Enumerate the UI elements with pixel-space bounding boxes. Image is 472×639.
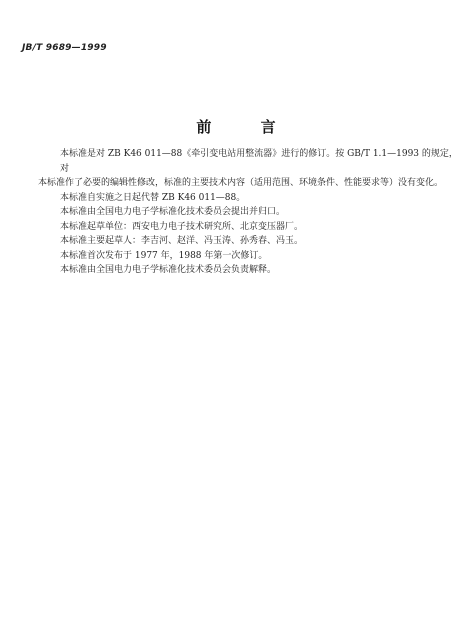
page-title: 前 言	[196, 118, 298, 136]
paragraph-interpretation: 本标准由全国电力电子学标准化技术委员会负责解释。	[60, 265, 277, 275]
standard-code: JB/T 9689—1999	[22, 43, 107, 53]
paragraph-revision-line1: 本标准是对 ZB K46 011—88《牵引变电站用整流器》进行的修订。按 GB/T 1.1—1993 的规定，对	[60, 149, 458, 174]
paragraph-revision	[38, 147, 460, 191]
paragraph-drafters: 本标准主要起草人：李吉河、赵洋、冯玉涛、孙秀春、冯玉。	[60, 236, 304, 246]
paragraph-revision-line2: 本标准作了必要的编辑性修改，标准的主要技术内容（适用范围、环境条件、性能要求等）没有变化。	[38, 178, 444, 188]
paragraph-replaces: 本标准自实施之日起代替 ZB K46 011—88。	[60, 192, 246, 203]
paragraph-drafting-units: 本标准起草单位：西安电力电子技术研究所、北京变压器厂。	[60, 221, 304, 232]
paragraph-history: 本标准首次发布于 1977 年，1988 年第一次修订。	[60, 250, 268, 261]
paragraph-proposer: 本标准由全国电力电子学标准化技术委员会提出并归口。	[60, 207, 286, 217]
foreword-body	[38, 147, 460, 278]
